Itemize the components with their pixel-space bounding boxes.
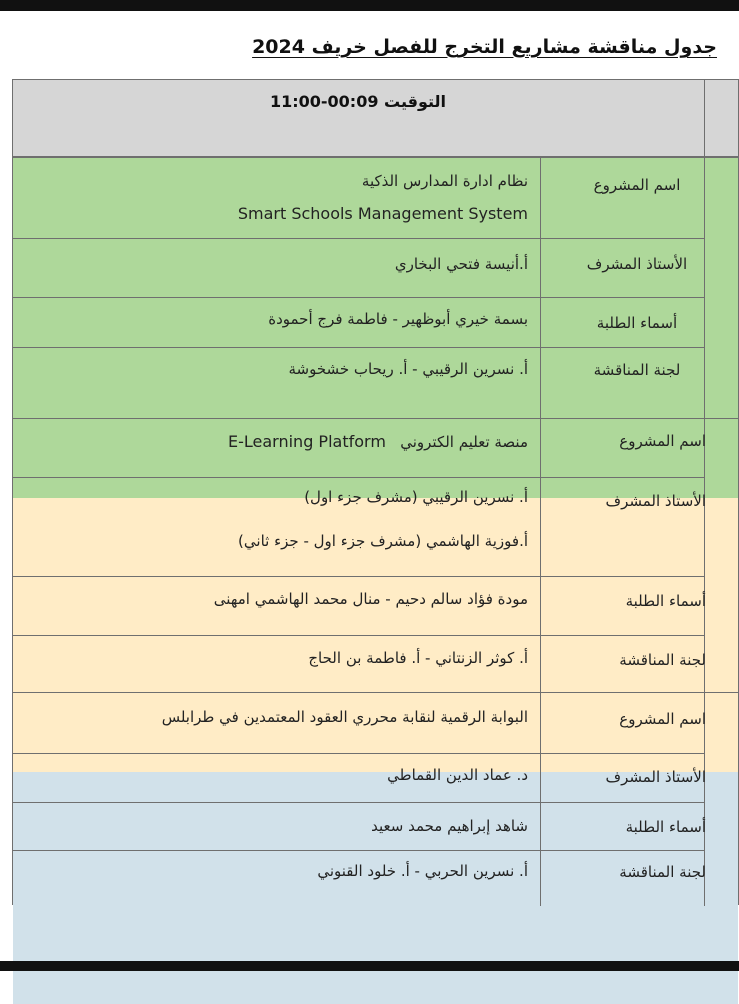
- project-1-name-en: Smart Schools Management System: [237, 204, 528, 223]
- row-divider: [13, 157, 738, 158]
- row-divider: [13, 347, 705, 348]
- project-1-name-ar: نظام ادارة المدارس الذكية: [361, 172, 528, 190]
- project-2-name-en: E-Learning Platform: [228, 432, 386, 451]
- row-divider: [13, 753, 705, 754]
- row-divider: [13, 850, 705, 851]
- label-students: أسماء الطلبة: [625, 818, 706, 836]
- project-2-name-ar: منصة تعليم الكتروني: [400, 433, 528, 451]
- label-committee: لجنة المناقشة: [593, 361, 681, 379]
- project-1-committee: أ. نسرين الرقيبي - أ. ريحاب خشخوشة: [288, 360, 528, 378]
- label-supervisor: الأستاذ المشرف: [586, 255, 688, 273]
- label-project-name: اسم المشروع: [593, 176, 681, 194]
- label-supervisor: الأستاذ المشرف: [605, 492, 706, 510]
- section-divider: [13, 418, 738, 419]
- label-students: أسماء الطلبة: [625, 592, 706, 610]
- section-divider: [13, 692, 738, 693]
- page-title: جدول مناقشة مشاريع التخرج للفصل خريف 2024: [252, 36, 717, 58]
- row-divider: [13, 635, 705, 636]
- project-3-supervisor: د. عماد الدين القماطي: [387, 766, 528, 784]
- label-project-name: اسم المشروع: [619, 432, 706, 450]
- row-divider: [13, 297, 705, 298]
- label-committee: لجنة المناقشة: [619, 651, 706, 669]
- row-divider: [13, 477, 705, 478]
- row-divider: [13, 802, 705, 803]
- project-2-name: [228, 432, 528, 451]
- project-1-students: بسمة خيري أبوظهير - فاطمة فرج أحمودة: [268, 310, 528, 328]
- project-2-students: مودة فؤاد سالم دحيم - منال محمد الهاشمي امهنى: [213, 590, 528, 608]
- label-project-name: اسم المشروع: [619, 710, 706, 728]
- project-1-supervisor: أ.أنيسة فتحي البخاري: [394, 255, 528, 273]
- label-students: أسماء الطلبة: [596, 314, 678, 332]
- label-column-divider: [540, 157, 541, 906]
- top-edge-bar: [0, 0, 739, 11]
- row-divider: [13, 576, 705, 577]
- schedule-table: [12, 79, 739, 905]
- label-committee: لجنة المناقشة: [619, 863, 706, 881]
- project-2-committee: أ. كوثر الزنتاني - أ. فاطمة بن الحاج: [308, 649, 528, 667]
- label-supervisor: الأستاذ المشرف: [605, 768, 706, 786]
- row-divider: [13, 238, 705, 239]
- project-3-committee: أ. نسرين الحربي - أ. خلود القنوني: [317, 862, 528, 880]
- timing-label: التوقيت 00:09-11:00: [269, 92, 447, 111]
- bottom-edge-bar: [0, 961, 739, 971]
- project-3-students: شاهد إبراهيم محمد سعيد: [371, 817, 528, 835]
- project-3-name: البوابة الرقمية لنقابة محرري العقود المعتمدين في طرابلس: [161, 708, 528, 726]
- project-2-supervisor-2: أ.فوزية الهاشمي (مشرف جزء اول - جزء ثاني): [238, 532, 528, 550]
- project-2-supervisor-1: أ. نسرين الرقيبي (مشرف جزء اول): [304, 488, 528, 506]
